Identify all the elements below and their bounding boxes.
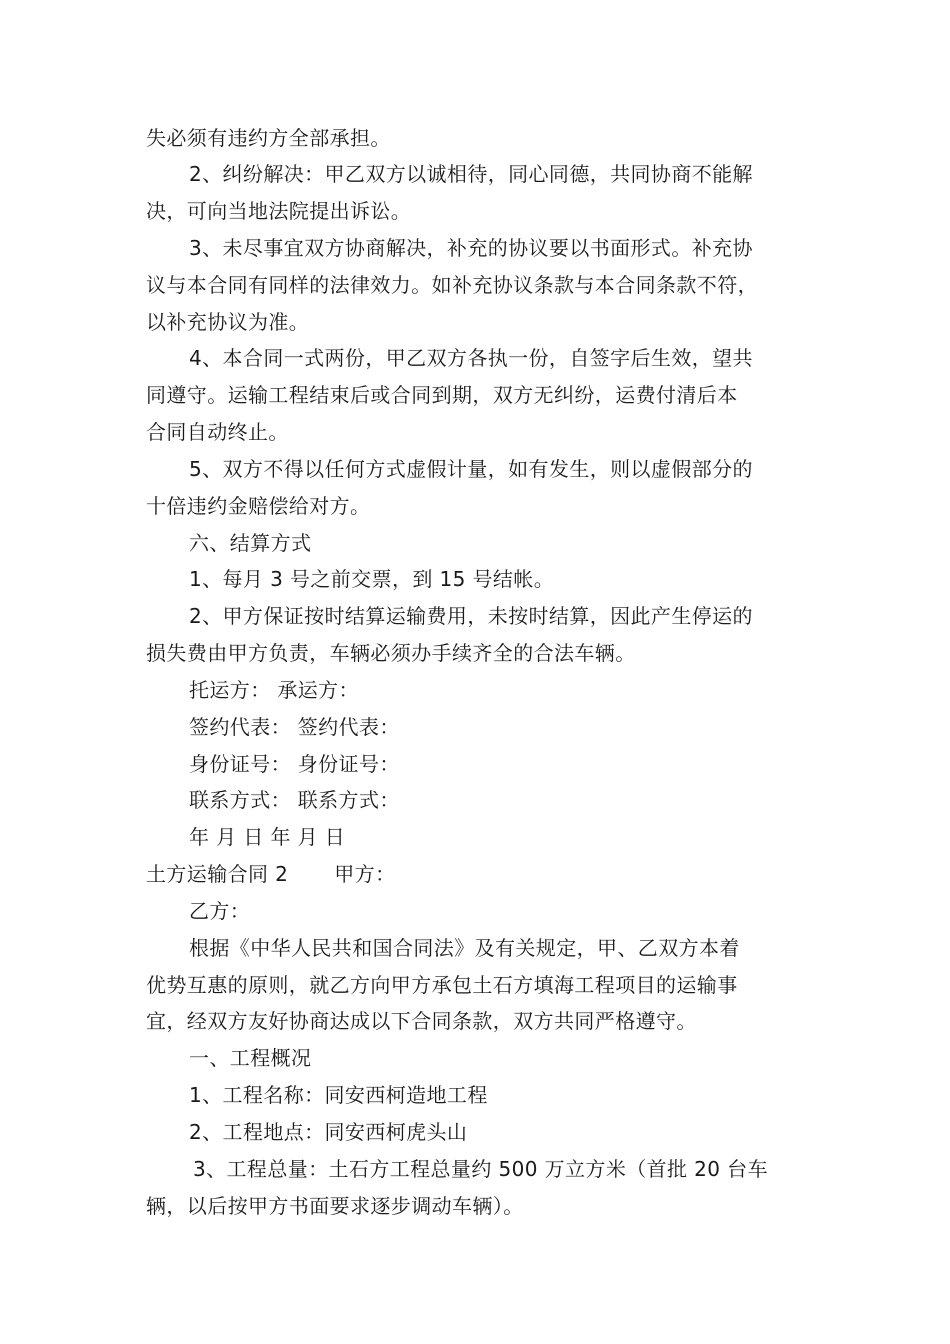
paragraph-line: 1、每月 3 号之前交票，到 15 号结帐。: [189, 567, 555, 591]
contract-title: 土方运输合同 2: [146, 862, 289, 886]
paragraph-line: 损失费由甲方负责，车辆必须办手续齐全的合法车辆。: [146, 641, 636, 665]
paragraph-line: 2、纠纷解决：甲乙双方以诚相待，同心同德，共同协商不能解: [189, 162, 753, 186]
paragraph-line: 宜，经双方友好协商达成以下合同条款，双方共同严格遵守。: [146, 1009, 697, 1033]
paragraph-line: 5、双方不得以任何方式虚假计量，如有发生，则以虚假部分的: [189, 457, 753, 481]
paragraph-line: 失必须有违约方全部承担。: [146, 126, 391, 150]
paragraph-line: 2、甲方保证按时结算运输费用，未按时结算，因此产生停运的: [189, 604, 753, 628]
signature-field-line: 托运方： 承运方：: [189, 678, 359, 702]
section-heading: 一、工程概况: [189, 1046, 312, 1070]
signature-field-line: 身份证号： 身份证号：: [189, 752, 400, 776]
paragraph-line: 4、本合同一式两份，甲乙双方各执一份，自签字后生效，望共: [189, 346, 753, 370]
paragraph-line: 决，可向当地法院提出诉讼。: [146, 199, 412, 223]
date-line: 年 月 日 年 月 日: [189, 825, 346, 849]
signature-field-line: 签约代表： 签约代表：: [189, 715, 400, 739]
contract-title-line: [146, 860, 396, 888]
paragraph-line: 3、工程总量：土石方工程总量约 500 万立方米（首批 20 台车: [193, 1157, 768, 1181]
signature-field-line: 联系方式： 联系方式：: [189, 788, 400, 812]
paragraph-line: 2、工程地点：同安西柯虎头山: [189, 1120, 468, 1144]
paragraph-line: 1、工程名称：同安西柯造地工程: [189, 1083, 488, 1107]
paragraph-line: 辆，以后按甲方书面要求逐步调动车辆）。: [146, 1194, 524, 1218]
paragraph-line: 议与本合同有同样的法律效力。如补充协议条款与本合同条款不符，: [146, 273, 758, 297]
paragraph-line: 十倍违约金赔偿给对方。: [146, 494, 371, 518]
paragraph-line: 同遵守。运输工程结束后或合同到期，双方无纠纷，运费付清后本: [146, 383, 738, 407]
party-a-label: 甲方：: [334, 862, 396, 886]
paragraph-line: 3、未尽事宜双方协商解决，补充的协议要以书面形式。补充协: [189, 236, 753, 260]
paragraph-line: 根据《中华人民共和国合同法》及有关规定，甲、乙双方本着: [189, 936, 740, 960]
paragraph-line: 以补充协议为准。: [146, 310, 310, 334]
section-heading: 六、结算方式: [189, 531, 312, 555]
paragraph-line: 优势互惠的原则，就乙方向甲方承包土石方填海工程项目的运输事: [146, 973, 738, 997]
paragraph-line: 合同自动终止。: [146, 420, 289, 444]
party-b-label: 乙方：: [189, 899, 251, 923]
